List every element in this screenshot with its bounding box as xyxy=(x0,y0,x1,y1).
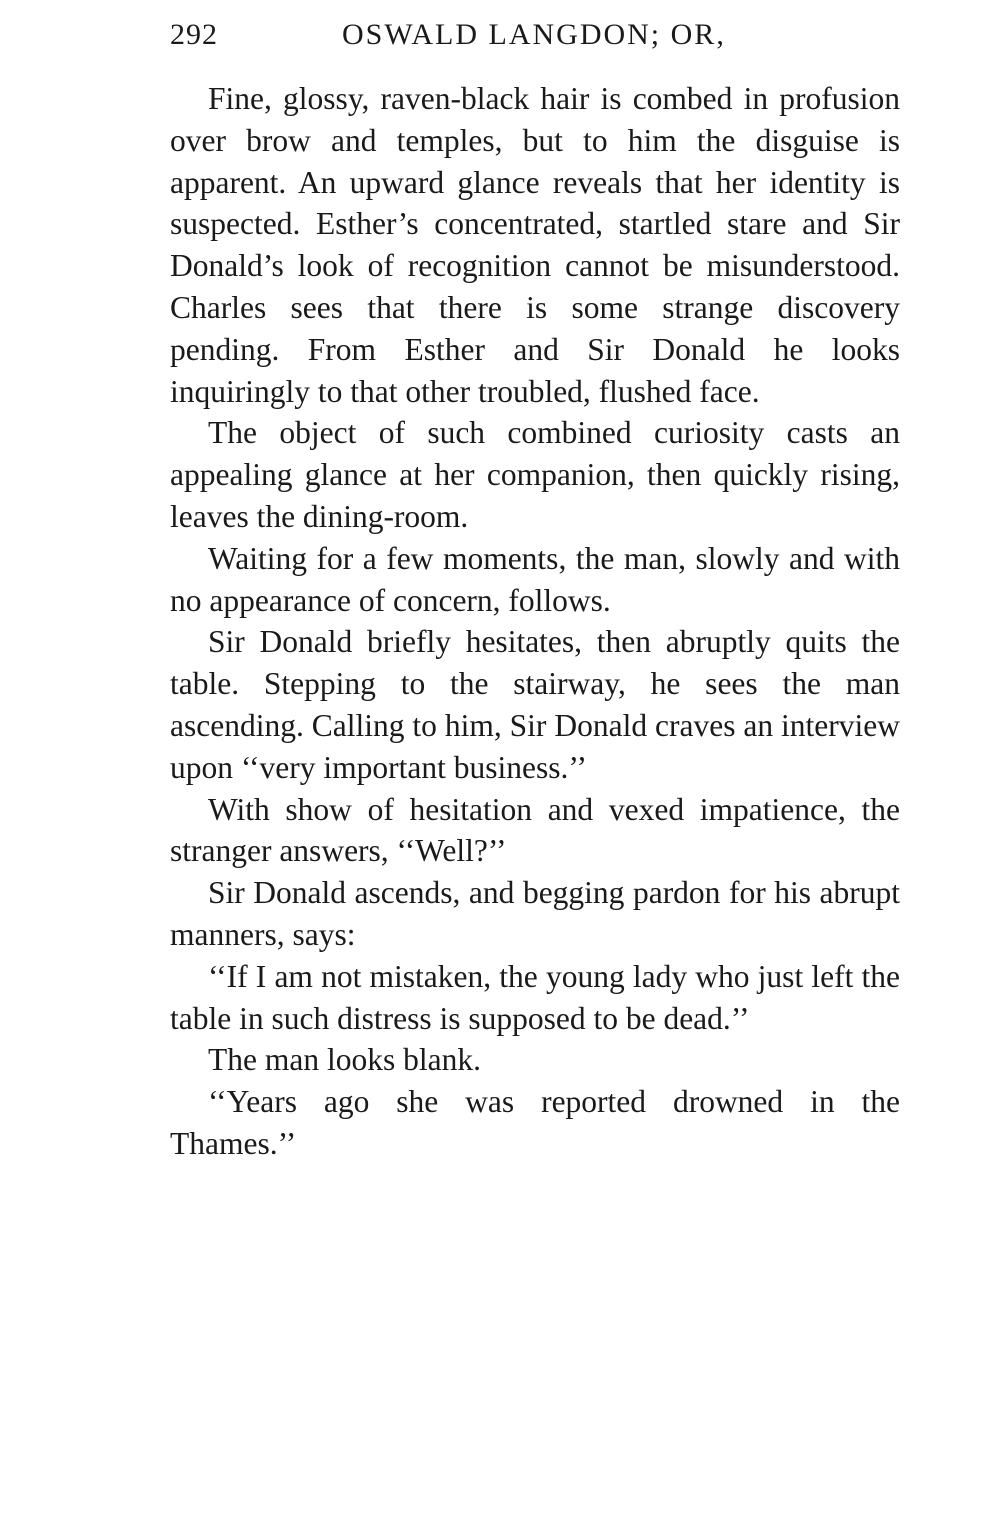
paragraph: ‘‘If I am not mistaken, the young lady who just left the table in such distress is supposed to be dead.’’ xyxy=(170,958,900,1036)
paragraph: The object of such combined curiosity casts an appealing glance at her companion, then quickly rising, leaves the dining-room. xyxy=(170,415,900,534)
paragraph: With show of hesitation and vexed impatience, the stranger answers, ‘‘Well?’’ xyxy=(170,791,900,869)
paragraph: Sir Donald ascends, and begging pardon for his abrupt manners, says: xyxy=(170,875,900,952)
running-title: OSWALD LANGDON; OR, xyxy=(342,18,726,51)
page-header xyxy=(170,18,900,60)
paragraph: The man looks blank. xyxy=(208,1042,481,1078)
page-number: 292 xyxy=(170,18,218,51)
paragraph: Fine, glossy, raven-black hair is combed in profusion over brow and temples, but to him the disguise is apparent. An upward glance reveals that her identity is suspected. Esther’s concentrated, startled stare and Sir Donald’s look of recognition cannot be misunderstood. Charles sees that there is some strange discovery pending. From Esther and Sir Donald he looks inquiringly to that other troubled, flushed face. xyxy=(170,81,900,409)
paragraph: ‘‘Years ago she was reported drowned in the Thames.’’ xyxy=(170,1084,900,1161)
paragraph: Waiting for a few moments, the man, slowly and with no appearance of concern, follows. xyxy=(170,540,900,618)
page-body xyxy=(170,78,900,1165)
paragraph: Sir Donald briefly hesitates, then abruptly quits the table. Stepping to the stairway, he sees the man ascending. Calling to him, Sir Donald craves an interview upon ‘‘very important business.’’ xyxy=(170,624,900,785)
